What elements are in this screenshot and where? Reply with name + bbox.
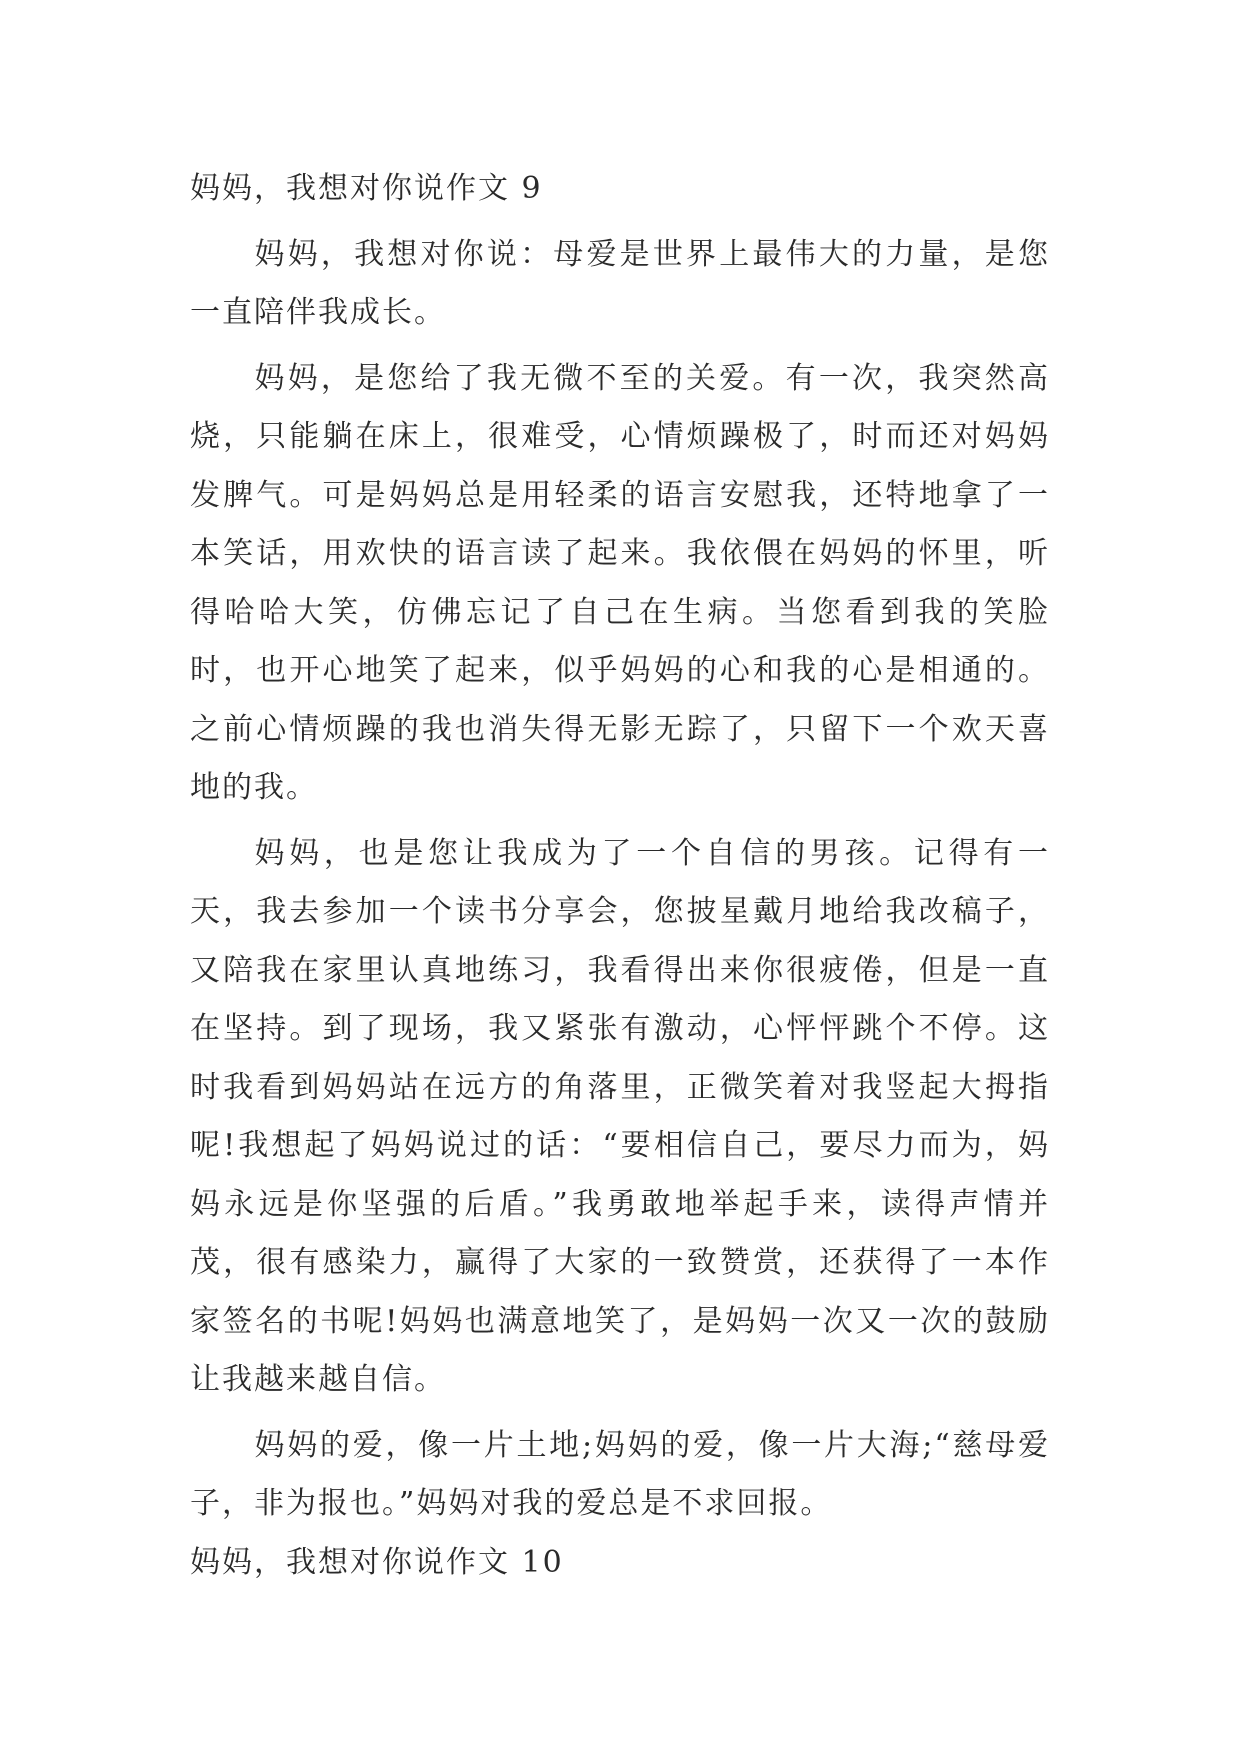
paragraph-1: 妈妈，我想对你说：母爱是世界上最伟大的力量，是您一直陪伴我成长。 bbox=[190, 236, 1050, 330]
essay-heading-10: 妈妈，我想对你说作文 10 bbox=[190, 1544, 564, 1580]
paragraph-3: 妈妈，也是您让我成为了一个自信的男孩。记得有一天，我去参加一个读书分享会，您披星戴月地给我改稿子，又陪我在家里认真地练习，我看得出来你很疲倦，但是一直在坚持。到了现场，我又紧张有激动，心怦怦跳个不停。这时我看到妈妈站在远方的角落里，正微笑着对我竖起大拇指呢!我想起了妈妈说过的话：“要相信自己，要尽力而为，妈妈永远是你坚强的后盾。”我勇敢地举起手来，读得声情并茂，很有感染力，赢得了大家的一致赞赏，还获得了一本作家签名的书呢!妈妈也满意地笑了，是妈妈一次又一次的鼓励让我越来越自信。 bbox=[190, 835, 1050, 1397]
spacer bbox=[190, 219, 1050, 226]
spacer bbox=[190, 818, 1050, 825]
document-body bbox=[190, 160, 1050, 1592]
spacer bbox=[190, 1410, 1050, 1417]
paragraph-4: 妈妈的爱，像一片土地;妈妈的爱，像一片大海;“慈母爱子，非为报也。”妈妈对我的爱总是不求回报。 bbox=[190, 1427, 1050, 1521]
paragraph-2: 妈妈，是您给了我无微不至的关爱。有一次，我突然高烧，只能躺在床上，很难受，心情烦躁极了，时而还对妈妈发脾气。可是妈妈总是用轻柔的语言安慰我，还特地拿了一本笑话，用欢快的语言读了起来。我依偎在妈妈的怀里，听得哈哈大笑，仿佛忘记了自己在生病。当您看到我的笑脸时，也开心地笑了起来，似乎妈妈的心和我的心是相通的。之前心情烦躁的我也消失得无影无踪了，只留下一个欢天喜地的我。 bbox=[190, 360, 1050, 805]
spacer bbox=[190, 343, 1050, 350]
essay-heading-9: 妈妈，我想对你说作文 9 bbox=[190, 171, 543, 206]
